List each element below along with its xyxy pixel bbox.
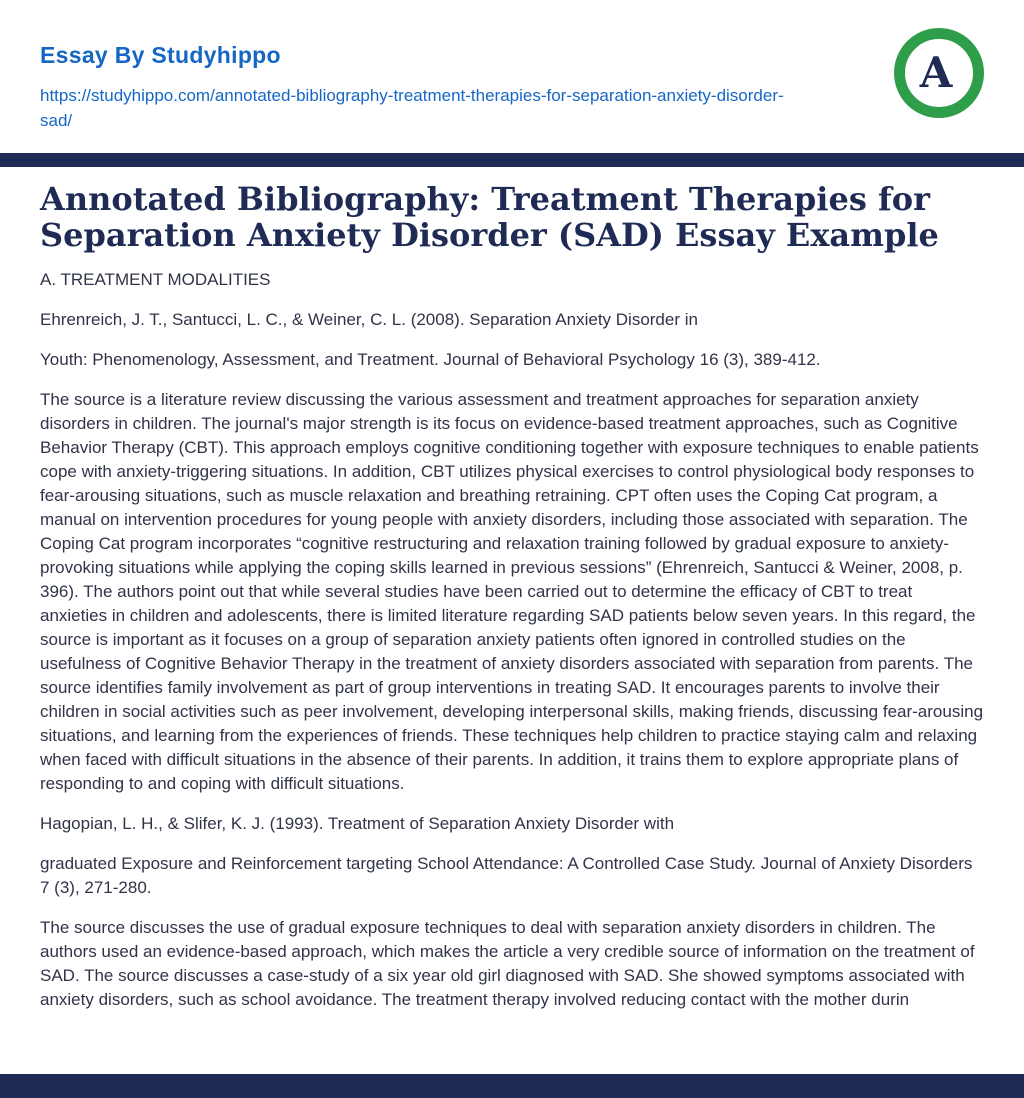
essay-body <box>40 268 984 1012</box>
logo-letter-a-icon: A <box>919 48 953 97</box>
page-title-line-1: Annotated Bibliography: Treatment Therapies for <box>40 180 930 219</box>
essay-article <box>0 167 1024 1011</box>
page-header <box>0 0 1024 133</box>
essay-paragraph: The source is a literature review discussing the various assessment and treatment approaches for separation anxiety disorders in children. The journal's major strength is its focus on evidence-based treatment approaches, such as Cognitive Behavior Therapy (CBT). This approach employs cognitive conditioning together with exposure techniques to enable patients cope with anxiety-triggering situations. In addition, CBT utilizes physical exercises to control physiological body responses to fear-arousing situations, such as muscle relaxation and breathing retraining. CPT often uses the Coping Cat program, a manual on intervention procedures for young people with anxiety disorders, including those associated with separation. The Coping Cat program incorporates “cognitive restructuring and relaxation training followed by gradual exposure to anxiety-provoking situations while applying the coping skills learned in previous sessions” (Ehrenreich, Santucci & Weiner, 2008, p. 396). The authors point out that while several studies have been carried out to determine the efficacy of CBT to treat anxieties in children and adolescents, there is limited literature regarding SAD patients below seven years. In this regard, the source is important as it focuses on a group of separation anxiety patients often ignored in controlled studies on the usefulness of Cognitive Behavior Therapy in the treatment of anxiety disorders associated with separation from parents. The source identifies family involvement as part of group interventions in treating SAD. It encourages parents to involve their children in social activities such as peer involvement, developing interpersonal skills, making friends, discussing fear-arousing situations, and learning from the experiences of friends. These techniques help children to practice staying calm and relaxing when faced with difficult situations in the absence of their parents. In addition, it trains them to explore appropriate plans of responding to and coping with difficult situations. <box>40 389 984 793</box>
page-title <box>40 181 984 253</box>
essay-paragraph: A. TREATMENT MODALITIES <box>40 269 271 289</box>
studyhippo-logo <box>894 28 984 118</box>
essay-paragraph: Youth: Phenomenology, Assessment, and Treatment. Journal of Behavioral Psychology 16 (3), 389-412. <box>40 349 821 369</box>
source-url-link[interactable]: https://studyhippo.com/annotated-bibliography-treatment-therapies-for-separation-anxiety-disorder-sad/ <box>40 86 784 130</box>
essay-paragraph: Hagopian, L. H., & Slifer, K. J. (1993). Treatment of Separation Anxiety Disorder with <box>40 813 675 833</box>
page-title-line-2: Separation Anxiety Disorder (SAD) Essay Example <box>40 216 939 255</box>
site-title: Essay By Studyhippo <box>40 42 281 68</box>
essay-paragraph: The source discusses the use of gradual exposure techniques to deal with separation anxiety disorders in children. The authors used an evidence-based approach, which makes the article a very credible source of information on the treatment of SAD. The source discusses a case-study of a six year old girl diagnosed with SAD. She showed symptoms associated with anxiety disorders, such as school avoidance. The treatment therapy involved reducing contact with the mother durin <box>40 917 975 1009</box>
essay-paragraph: Ehrenreich, J. T., Santucci, L. C., & Weiner, C. L. (2008). Separation Anxiety Disorder in <box>40 309 698 329</box>
essay-paragraph: graduated Exposure and Reinforcement targeting School Attendance: A Controlled Case Study. Journal of Anxiety Disorders 7 (3), 271-280. <box>40 853 973 897</box>
header-divider <box>0 153 1024 167</box>
footer-bar <box>0 1074 1024 1098</box>
